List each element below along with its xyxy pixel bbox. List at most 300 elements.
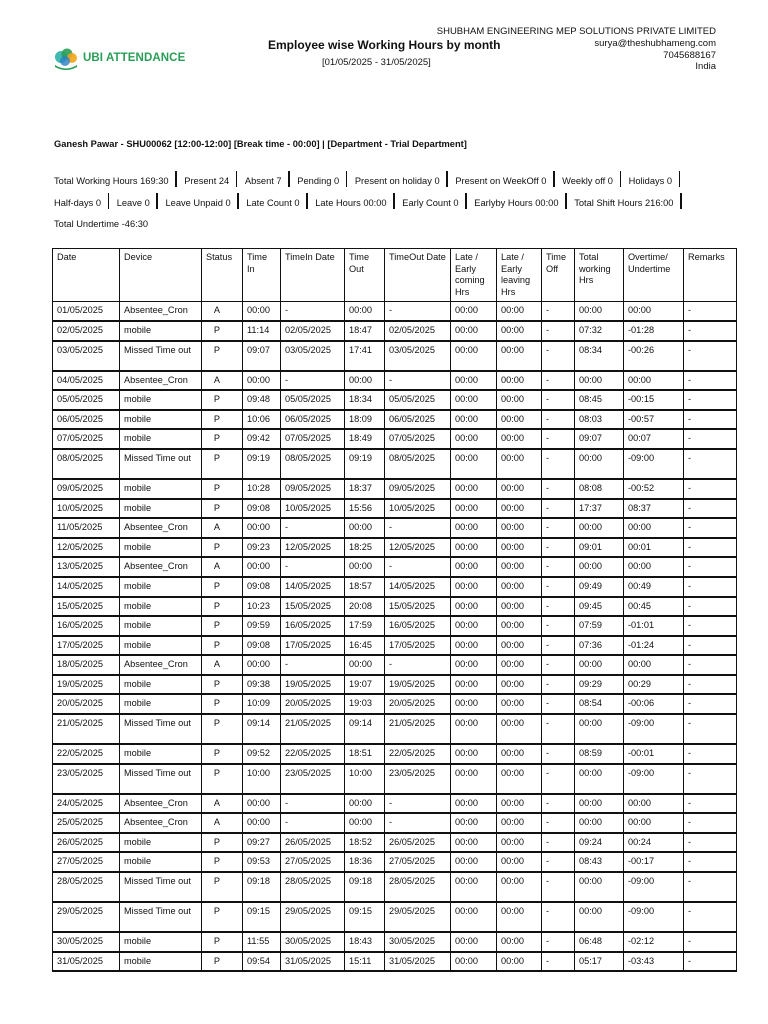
report-period: [01/05/2025 - 31/05/2025] (322, 57, 431, 68)
cell-timein-date: 07/05/2025 (281, 429, 345, 449)
cell-overtime-undertime: -09:00 (624, 902, 684, 932)
cell-timein-date: 03/05/2025 (281, 341, 345, 371)
cell-remarks: - (684, 557, 737, 577)
table-row (53, 479, 737, 499)
cell-overtime-undertime: 00:00 (624, 371, 684, 391)
cell-time-out: 00:00 (345, 302, 385, 321)
cell-status: A (202, 518, 243, 538)
table-row (53, 302, 737, 321)
cell-total-working: 00:00 (575, 655, 624, 675)
cell-timein-date: 23/05/2025 (281, 764, 345, 794)
cell-date: 28/05/2025 (53, 872, 120, 902)
cell-time-in: 00:00 (243, 813, 281, 833)
cell-remarks: - (684, 764, 737, 794)
cell-time-in: 00:00 (243, 557, 281, 577)
cell-time-out: 09:15 (345, 902, 385, 932)
cell-status: P (202, 714, 243, 744)
cell-late-early-coming: 00:00 (451, 302, 497, 321)
attendance-summary (52, 171, 720, 236)
summary-separator (156, 193, 158, 209)
table-row (53, 655, 737, 675)
cell-late-early-leaving: 00:00 (497, 764, 542, 794)
cell-late-early-coming: 00:00 (451, 694, 497, 714)
cell-timeout-date: 05/05/2025 (385, 390, 451, 410)
cell-device: mobile (120, 636, 202, 656)
cell-time-off: - (542, 597, 575, 617)
table-row (53, 410, 737, 430)
table-row (53, 538, 737, 558)
cell-date: 03/05/2025 (53, 341, 120, 371)
cell-timein-date: 10/05/2025 (281, 499, 345, 519)
cell-total-working: 09:49 (575, 577, 624, 597)
cell-total-working: 00:00 (575, 449, 624, 479)
summary-item: Holidays 0 (628, 176, 673, 186)
column-header-date: Date (53, 249, 120, 302)
cell-total-working: 00:00 (575, 557, 624, 577)
table-row (53, 694, 737, 714)
cell-time-in: 09:53 (243, 852, 281, 872)
cell-timeout-date: 21/05/2025 (385, 714, 451, 744)
cell-timein-date: 20/05/2025 (281, 694, 345, 714)
cell-timeout-date: 19/05/2025 (385, 675, 451, 695)
cell-time-out: 15:56 (345, 499, 385, 519)
cell-date: 21/05/2025 (53, 714, 120, 744)
cell-remarks: - (684, 302, 737, 321)
cell-time-off: - (542, 410, 575, 430)
cell-time-out: 00:00 (345, 813, 385, 833)
cell-late-early-leaving: 00:00 (497, 794, 542, 814)
cell-overtime-undertime: 00:07 (624, 429, 684, 449)
column-header-time-off: Time Off (542, 249, 575, 302)
cell-late-early-leaving: 00:00 (497, 518, 542, 538)
cell-device: mobile (120, 597, 202, 617)
cell-time-out: 09:14 (345, 714, 385, 744)
cell-date: 16/05/2025 (53, 616, 120, 636)
cell-late-early-coming: 00:00 (451, 852, 497, 872)
cell-total-working: 08:34 (575, 341, 624, 371)
table-row (53, 341, 737, 371)
table-row (53, 636, 737, 656)
cell-time-in: 09:27 (243, 833, 281, 853)
cell-late-early-leaving: 00:00 (497, 302, 542, 321)
cell-total-working: 00:00 (575, 794, 624, 814)
cell-time-out: 18:37 (345, 479, 385, 499)
cell-timeout-date: - (385, 794, 451, 814)
cell-overtime-undertime: 08:37 (624, 499, 684, 519)
cell-late-early-coming: 00:00 (451, 538, 497, 558)
cell-status: P (202, 902, 243, 932)
cell-timeout-date: - (385, 371, 451, 391)
cell-late-early-coming: 00:00 (451, 794, 497, 814)
cell-timein-date: 17/05/2025 (281, 636, 345, 656)
cell-remarks: - (684, 616, 737, 636)
cell-late-early-leaving: 00:00 (497, 675, 542, 695)
cell-overtime-undertime: -09:00 (624, 872, 684, 902)
cell-time-off: - (542, 952, 575, 972)
cell-device: mobile (120, 744, 202, 764)
summary-separator (306, 193, 308, 209)
cell-total-working: 09:29 (575, 675, 624, 695)
cell-time-out: 18:25 (345, 538, 385, 558)
cell-time-out: 09:18 (345, 872, 385, 902)
cell-time-off: - (542, 616, 575, 636)
cell-timein-date: - (281, 518, 345, 538)
column-header-device: Device (120, 249, 202, 302)
cell-date: 09/05/2025 (53, 479, 120, 499)
cell-time-out: 19:03 (345, 694, 385, 714)
cell-time-in: 09:38 (243, 675, 281, 695)
column-header-total-working: Total working Hrs (575, 249, 624, 302)
cell-status: P (202, 675, 243, 695)
cell-overtime-undertime: -00:52 (624, 479, 684, 499)
report-title: Employee wise Working Hours by month (268, 38, 501, 52)
cell-date: 07/05/2025 (53, 429, 120, 449)
cell-late-early-leaving: 00:00 (497, 636, 542, 656)
cell-status: A (202, 557, 243, 577)
table-row (53, 902, 737, 932)
column-header-late-early-coming: Late / Early coming Hrs (451, 249, 497, 302)
cell-device: Missed Time out (120, 872, 202, 902)
cell-overtime-undertime: -09:00 (624, 764, 684, 794)
cell-time-in: 09:07 (243, 341, 281, 371)
cell-time-off: - (542, 932, 575, 952)
column-header-timeout-date: TimeOut Date (385, 249, 451, 302)
cell-timein-date: 27/05/2025 (281, 852, 345, 872)
summary-item: Leave 0 (116, 197, 150, 208)
cell-time-off: - (542, 499, 575, 519)
cell-late-early-leaving: 00:00 (497, 714, 542, 744)
cell-time-off: - (542, 813, 575, 833)
cell-late-early-leaving: 00:00 (497, 371, 542, 391)
cell-date: 08/05/2025 (53, 449, 120, 479)
cell-late-early-leaving: 00:00 (497, 557, 542, 577)
cell-remarks: - (684, 479, 737, 499)
cell-time-out: 20:08 (345, 597, 385, 617)
cell-status: A (202, 302, 243, 321)
summary-separator (465, 193, 467, 209)
cell-device: mobile (120, 479, 202, 499)
summary-item: Late Count 0 (246, 197, 300, 208)
column-header-overtime-undertime: Overtime/ Undertime (624, 249, 684, 302)
cell-timein-date: - (281, 813, 345, 833)
cell-late-early-coming: 00:00 (451, 479, 497, 499)
summary-separator (288, 171, 290, 187)
cell-late-early-leaving: 00:00 (497, 341, 542, 371)
cell-remarks: - (684, 390, 737, 410)
cell-date: 23/05/2025 (53, 764, 120, 794)
cell-late-early-coming: 00:00 (451, 499, 497, 519)
cell-date: 12/05/2025 (53, 538, 120, 558)
cell-timein-date: - (281, 655, 345, 675)
cell-time-in: 11:55 (243, 932, 281, 952)
summary-separator (237, 193, 239, 209)
cell-remarks: - (684, 952, 737, 972)
cell-total-working: 09:07 (575, 429, 624, 449)
summary-item: Late Hours 00:00 (315, 197, 387, 208)
cell-remarks: - (684, 518, 737, 538)
cell-device: Missed Time out (120, 902, 202, 932)
cell-date: 01/05/2025 (53, 302, 120, 321)
table-row (53, 794, 737, 814)
cell-late-early-coming: 00:00 (451, 341, 497, 371)
summary-separator (680, 193, 682, 209)
cell-time-in: 09:08 (243, 499, 281, 519)
table-row (53, 932, 737, 952)
cell-overtime-undertime: -09:00 (624, 449, 684, 479)
cell-overtime-undertime: -01:01 (624, 616, 684, 636)
cell-late-early-leaving: 00:00 (497, 597, 542, 617)
cell-time-out: 18:49 (345, 429, 385, 449)
summary-separator (553, 171, 555, 187)
cell-time-off: - (542, 538, 575, 558)
cell-date: 17/05/2025 (53, 636, 120, 656)
cell-timein-date: 06/05/2025 (281, 410, 345, 430)
cell-device: mobile (120, 833, 202, 853)
cell-time-in: 00:00 (243, 302, 281, 321)
cell-device: Absentee_Cron (120, 302, 202, 321)
cell-overtime-undertime: -03:43 (624, 952, 684, 972)
cell-time-off: - (542, 694, 575, 714)
cell-date: 27/05/2025 (53, 852, 120, 872)
table-row (53, 764, 737, 794)
cell-total-working: 07:32 (575, 321, 624, 341)
cell-overtime-undertime: 00:00 (624, 794, 684, 814)
cell-time-out: 18:57 (345, 577, 385, 597)
ubi-attendance-logo (52, 48, 187, 70)
cell-late-early-coming: 00:00 (451, 449, 497, 479)
cell-total-working: 00:00 (575, 813, 624, 833)
table-row (53, 518, 737, 538)
cell-time-out: 18:43 (345, 932, 385, 952)
cell-timeout-date: 29/05/2025 (385, 902, 451, 932)
cell-timein-date: - (281, 557, 345, 577)
cell-date: 13/05/2025 (53, 557, 120, 577)
cell-late-early-coming: 00:00 (451, 952, 497, 972)
cell-date: 29/05/2025 (53, 902, 120, 932)
logo-brand-prefix: UBI (83, 52, 104, 64)
cell-time-in: 09:19 (243, 449, 281, 479)
cell-late-early-coming: 00:00 (451, 833, 497, 853)
cell-total-working: 08:59 (575, 744, 624, 764)
cell-device: mobile (120, 577, 202, 597)
cell-overtime-undertime: 00:00 (624, 813, 684, 833)
ubi-attendance-logo-icon (52, 48, 80, 70)
cell-overtime-undertime: 00:00 (624, 557, 684, 577)
cell-timeout-date: 15/05/2025 (385, 597, 451, 617)
cell-time-off: - (542, 429, 575, 449)
cell-time-off: - (542, 675, 575, 695)
cell-status: P (202, 429, 243, 449)
cell-time-out: 18:47 (345, 321, 385, 341)
cell-remarks: - (684, 872, 737, 902)
summary-separator (393, 193, 395, 209)
cell-timeout-date: 14/05/2025 (385, 577, 451, 597)
cell-late-early-leaving: 00:00 (497, 744, 542, 764)
cell-time-out: 15:11 (345, 952, 385, 972)
cell-timeout-date: 02/05/2025 (385, 321, 451, 341)
cell-remarks: - (684, 833, 737, 853)
cell-timeout-date: 16/05/2025 (385, 616, 451, 636)
cell-time-in: 10:09 (243, 694, 281, 714)
cell-timeout-date: 30/05/2025 (385, 932, 451, 952)
cell-late-early-leaving: 00:00 (497, 390, 542, 410)
attendance-table (52, 248, 737, 972)
cell-remarks: - (684, 410, 737, 430)
cell-time-off: - (542, 518, 575, 538)
cell-time-in: 09:52 (243, 744, 281, 764)
cell-late-early-leaving: 00:00 (497, 538, 542, 558)
cell-device: mobile (120, 932, 202, 952)
cell-remarks: - (684, 744, 737, 764)
cell-time-out: 18:51 (345, 744, 385, 764)
summary-item: Total Working Hours 169:30 (54, 176, 169, 186)
cell-timein-date: 05/05/2025 (281, 390, 345, 410)
summary-item: Leave Unpaid 0 (165, 197, 231, 208)
cell-timeout-date: 09/05/2025 (385, 479, 451, 499)
cell-status: P (202, 636, 243, 656)
cell-late-early-coming: 00:00 (451, 557, 497, 577)
cell-date: 14/05/2025 (53, 577, 120, 597)
cell-late-early-leaving: 00:00 (497, 902, 542, 932)
cell-date: 19/05/2025 (53, 675, 120, 695)
cell-timeout-date: - (385, 302, 451, 321)
cell-time-in: 09:23 (243, 538, 281, 558)
cell-time-off: - (542, 872, 575, 902)
cell-device: Absentee_Cron (120, 557, 202, 577)
cell-time-off: - (542, 902, 575, 932)
cell-timeout-date: - (385, 813, 451, 833)
company-country: India (695, 61, 716, 73)
cell-total-working: 09:45 (575, 597, 624, 617)
cell-timeout-date: 20/05/2025 (385, 694, 451, 714)
cell-total-working: 00:00 (575, 714, 624, 744)
cell-status: P (202, 410, 243, 430)
cell-time-in: 09:15 (243, 902, 281, 932)
cell-remarks: - (684, 636, 737, 656)
cell-late-early-coming: 00:00 (451, 390, 497, 410)
cell-total-working: 00:00 (575, 518, 624, 538)
cell-status: P (202, 932, 243, 952)
cell-time-in: 10:06 (243, 410, 281, 430)
cell-overtime-undertime: -00:57 (624, 410, 684, 430)
table-row (53, 744, 737, 764)
cell-late-early-leaving: 00:00 (497, 872, 542, 902)
cell-date: 11/05/2025 (53, 518, 120, 538)
cell-time-out: 09:19 (345, 449, 385, 479)
employee-details: Ganesh Pawar - SHU00062 [12:00-12:00] [Break time - 00:00] | [Department - Trial Department] (54, 139, 467, 149)
table-row (53, 577, 737, 597)
cell-time-in: 09:08 (243, 636, 281, 656)
summary-separator (620, 171, 622, 187)
cell-total-working: 08:43 (575, 852, 624, 872)
cell-device: mobile (120, 321, 202, 341)
cell-remarks: - (684, 597, 737, 617)
cell-late-early-coming: 00:00 (451, 764, 497, 794)
cell-timein-date: 19/05/2025 (281, 675, 345, 695)
cell-remarks: - (684, 449, 737, 479)
cell-timein-date: 16/05/2025 (281, 616, 345, 636)
company-email: surya@theshubhameng.com (594, 37, 716, 49)
table-row (53, 597, 737, 617)
cell-status: P (202, 833, 243, 853)
cell-remarks: - (684, 577, 737, 597)
cell-overtime-undertime: -00:26 (624, 341, 684, 371)
cell-total-working: 06:48 (575, 932, 624, 952)
cell-overtime-undertime: 00:49 (624, 577, 684, 597)
cell-timein-date: - (281, 302, 345, 321)
summary-separator (108, 193, 110, 209)
cell-time-out: 00:00 (345, 794, 385, 814)
summary-separator (446, 171, 448, 187)
cell-overtime-undertime: -00:06 (624, 694, 684, 714)
cell-timeout-date: 03/05/2025 (385, 341, 451, 371)
cell-late-early-leaving: 00:00 (497, 410, 542, 430)
cell-total-working: 08:54 (575, 694, 624, 714)
cell-time-out: 19:07 (345, 675, 385, 695)
cell-date: 18/05/2025 (53, 655, 120, 675)
cell-device: mobile (120, 538, 202, 558)
table-row (53, 714, 737, 744)
cell-status: P (202, 341, 243, 371)
cell-late-early-coming: 00:00 (451, 902, 497, 932)
cell-late-early-leaving: 00:00 (497, 429, 542, 449)
cell-overtime-undertime: 00:00 (624, 302, 684, 321)
cell-time-in: 09:59 (243, 616, 281, 636)
cell-late-early-leaving: 00:00 (497, 479, 542, 499)
cell-time-off: - (542, 390, 575, 410)
table-row (53, 429, 737, 449)
cell-time-in: 10:28 (243, 479, 281, 499)
cell-time-out: 18:09 (345, 410, 385, 430)
cell-overtime-undertime: 00:00 (624, 518, 684, 538)
cell-overtime-undertime: -09:00 (624, 714, 684, 744)
table-row (53, 616, 737, 636)
cell-late-early-leaving: 00:00 (497, 694, 542, 714)
cell-late-early-coming: 00:00 (451, 518, 497, 538)
cell-overtime-undertime: -00:15 (624, 390, 684, 410)
cell-status: A (202, 655, 243, 675)
cell-date: 30/05/2025 (53, 932, 120, 952)
cell-time-off: - (542, 636, 575, 656)
cell-timeout-date: - (385, 655, 451, 675)
cell-time-off: - (542, 371, 575, 391)
cell-date: 22/05/2025 (53, 744, 120, 764)
cell-time-out: 00:00 (345, 371, 385, 391)
cell-remarks: - (684, 794, 737, 814)
cell-total-working: 07:36 (575, 636, 624, 656)
table-row (53, 952, 737, 972)
cell-timeout-date: 06/05/2025 (385, 410, 451, 430)
cell-total-working: 00:00 (575, 302, 624, 321)
cell-time-off: - (542, 744, 575, 764)
cell-timein-date: 30/05/2025 (281, 932, 345, 952)
cell-remarks: - (684, 714, 737, 744)
cell-timeout-date: 08/05/2025 (385, 449, 451, 479)
cell-device: Missed Time out (120, 449, 202, 479)
company-name: SHUBHAM ENGINEERING MEP SOLUTIONS PRIVATE LIMITED (436, 26, 716, 37)
summary-item: Weekly off 0 (562, 176, 613, 186)
cell-timeout-date: 27/05/2025 (385, 852, 451, 872)
table-row (53, 852, 737, 872)
summary-item: Absent 7 (244, 176, 282, 186)
column-header-late-early-leaving: Late / Early leaving Hrs (497, 249, 542, 302)
cell-remarks: - (684, 655, 737, 675)
cell-total-working: 07:59 (575, 616, 624, 636)
cell-overtime-undertime: 00:01 (624, 538, 684, 558)
company-phone: 7045688167 (663, 49, 716, 61)
cell-late-early-coming: 00:00 (451, 872, 497, 902)
cell-device: mobile (120, 675, 202, 695)
